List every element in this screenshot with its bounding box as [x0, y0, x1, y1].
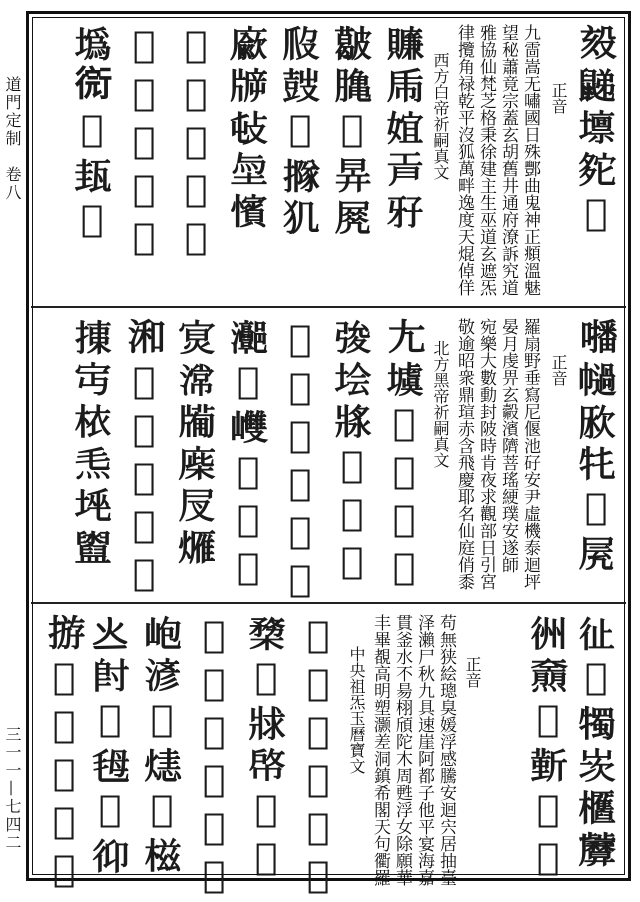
seal-glyph-column: 𢚶𤓑𡡷𣧺𢅬𤉢 — [191, 614, 237, 902]
text-column: 苟無狭絵璁臭媛浮感騰安迴宍居抽臺 — [436, 614, 456, 886]
seal-glyph-column: 㱾𪕧𡒄𡖟𡮝 — [573, 24, 619, 240]
page-margin — [0, 0, 24, 900]
seal-glyph-column: 𧸖𢁺𡝮𢀞𤘅 — [381, 24, 427, 234]
section-heading: 正音 — [463, 656, 482, 688]
page-frame — [26, 11, 631, 902]
seal-glyph-column: 𢱠𡧍𣐿𤆬𡋸𥃔 — [69, 318, 115, 570]
section-heading: 正音 — [549, 82, 568, 114]
seal-glyph-column: 𢓟𤑌𡵿𣂼𤞺𢝣 — [525, 614, 571, 884]
section-center — [37, 614, 620, 902]
text-column: 貫釜水不昜栩頎陀木周甦浮女除願華 — [392, 614, 412, 886]
seal-glyph-column: 𣖶𡻍𤕾𢃘𡮲𤴁 — [243, 614, 289, 884]
section-caption: 北方黑帝祈嗣真文 — [431, 340, 450, 468]
seal-glyph-column: 𢰧𣙖𡦓𤞮𢘐𡺷 — [41, 614, 87, 896]
text-column: 望秘蕭竟宗蓋玄胡舊井通府潦訴究道 — [498, 24, 518, 296]
text-column: 宛樂大數動封陂時肯夜求觀部日引宮 — [476, 318, 496, 590]
text-column: 律攬角禄乾平沒狐萬畔逸度天焜倬佯 — [454, 24, 474, 296]
section-north — [37, 318, 620, 606]
book-title: 道門定制 卷八 — [3, 76, 22, 202]
section-west — [37, 24, 620, 302]
seal-glyph-column: 𢓊𡠰𤛯𡷑𣡛𢍷 — [573, 614, 619, 872]
text-column: 九䨓嵩无嘯國日殊酆曲鬼神正頫溫魅 — [520, 24, 540, 296]
section-caption: 中央祖炁玉曆寶文 — [347, 646, 366, 774]
text-column: 晏月虔畀玄㲉濱隮菩瑤綆璞安遂師 — [498, 318, 518, 573]
section-heading: 正音 — [549, 354, 568, 386]
page-number: 三一一—七四二 — [3, 726, 22, 852]
seal-glyph-column: 𢮱𤩄𥁟𣎨𦊂 — [121, 24, 167, 264]
section-caption: 西方白帝祈嗣真文 — [431, 52, 450, 180]
seal-glyph-column: 𤆂𡬠𢴏𣭇𡧴𢓋 — [87, 614, 133, 878]
seal-glyph-column: 𣫑𡧹𤕳𡔋𢏺 — [173, 24, 219, 264]
section-divider — [31, 306, 626, 308]
seal-glyph-column: 𣷓𢵬𤠍𡲅𢍀𣁞 — [121, 318, 167, 600]
seal-glyph-column: 𡶄𣸥𢪮𤌷𡝀𣕜 — [139, 614, 185, 878]
text-column: 羅扇野垂寫尼偃池矷安尹虛機泰迴坪 — [520, 318, 540, 590]
seal-glyph-column: 𤓶𡔷𤖊𢵌𤜝 — [277, 24, 323, 240]
seal-glyph-column: 𤅻𢯑𡾼𣼃𢗵𡡮 — [225, 318, 271, 594]
seal-glyph-column: 𥀥𪚲𢨃𣅹𡲵 — [329, 24, 375, 240]
text-column: 敬逾昭衆鼎瑄赤含飛慶耶名仙庭俏黍 — [454, 318, 474, 590]
text-column: 丰畢覩高明塑灏差洞鎮希閣天句衢羅 — [370, 614, 390, 886]
seal-glyph-column: 𡯁𡑾𢠰𣲑𤣷𥅌 — [381, 318, 427, 594]
seal-glyph-column: 𢏤𡋗𤖅𣡚𢺏𡷥 — [329, 318, 375, 588]
seal-glyph-column: 𡃓𢅗𣢭𤘛𥂽𡱓 — [573, 318, 619, 576]
seal-glyph-column: 𡐮𢕋𣷕𤬿𥘏 — [69, 24, 115, 246]
section-divider — [31, 602, 626, 604]
seal-glyph-column: 𡠉𢭚𤗫𡰃𣆑𢟬 — [295, 614, 341, 902]
text-column: 泽瀨尸秋九具速崖阿都子他平宴海嘉 — [414, 614, 434, 886]
seal-glyph-column: 𡨶𣻸𤗩𢉪𡰫𤏚 — [173, 318, 219, 570]
text-column: 雅協仙梵芝格秉徐建主生巫道玄遮炁 — [476, 24, 496, 296]
seal-glyph-column: 𣍂𢑵𡿔𤋰𥄂𡗝 — [277, 318, 323, 606]
seal-glyph-column: 𢋅𤗙𢻴𡋬𢣐 — [225, 24, 271, 234]
